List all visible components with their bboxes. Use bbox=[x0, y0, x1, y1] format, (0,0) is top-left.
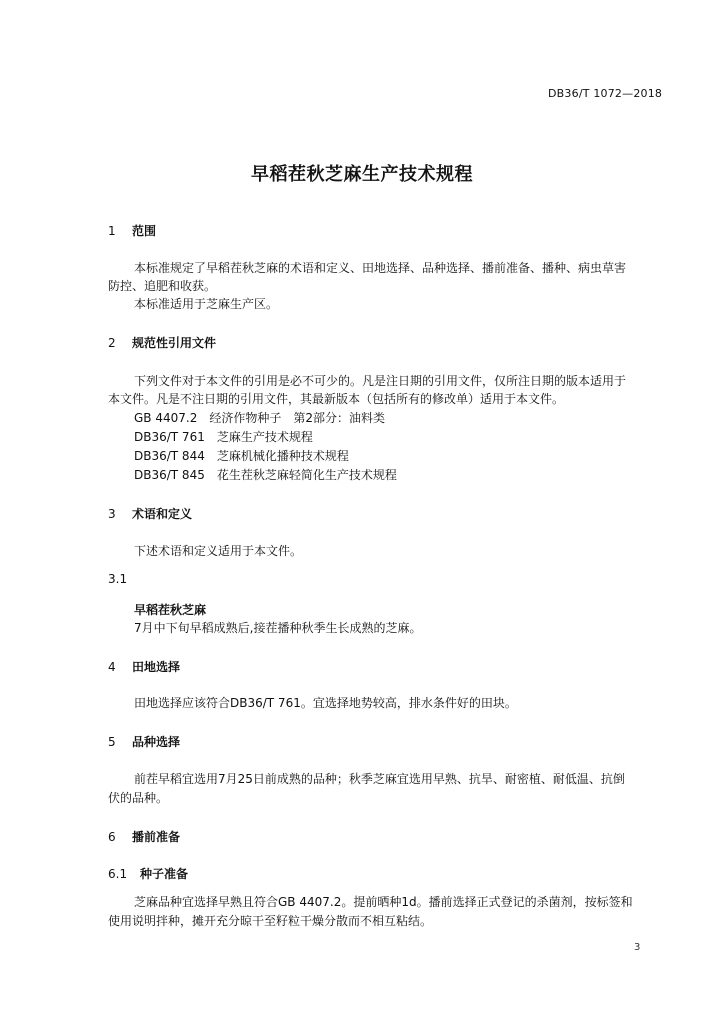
section-number: 2 bbox=[108, 336, 116, 350]
section-2-heading bbox=[108, 334, 216, 351]
paragraph-line: 本标准适用于芝麻生产区。 bbox=[134, 297, 279, 311]
paragraph-line: 本文件。凡是不注日期的引用文件，其最新版本（包括所有的修改单）适用于本文件。 bbox=[108, 392, 565, 406]
section-number: 4 bbox=[108, 660, 116, 674]
paragraph-line: 下述术语和定义适用于本文件。 bbox=[134, 544, 303, 558]
section-number: 3 bbox=[108, 507, 116, 521]
subsection-title: 种子准备 bbox=[140, 867, 189, 881]
section-title: 规范性引用文件 bbox=[132, 336, 217, 350]
section-title: 范围 bbox=[132, 224, 157, 238]
section-title: 田地选择 bbox=[132, 660, 181, 674]
section-6-heading bbox=[108, 828, 180, 845]
page-number: 3 bbox=[634, 942, 641, 953]
normative-reference: GB 4407.2 经济作物种子 第2部分：油料类 bbox=[134, 411, 385, 425]
section-number: 6 bbox=[108, 830, 116, 844]
section-title: 品种选择 bbox=[132, 735, 181, 749]
section-4-heading bbox=[108, 658, 180, 675]
paragraph-line: 芝麻品种宜选择早熟且符合GB 4407.2。提前晒种1d。播前选择正式登记的杀菌剂，按标签和 bbox=[134, 895, 633, 909]
term-name: 早稻茬秋芝麻 bbox=[134, 603, 207, 617]
paragraph-line: 下列文件对于本文件的引用是必不可少的。凡是注日期的引用文件，仅所注日期的版本适用于 bbox=[134, 374, 627, 388]
section-number: 5 bbox=[108, 735, 116, 749]
section-5-heading bbox=[108, 733, 180, 750]
subsection-number: 3.1 bbox=[108, 572, 128, 586]
section-1-heading bbox=[108, 222, 156, 239]
section-number: 1 bbox=[108, 224, 116, 238]
normative-reference: DB36/T 761 芝麻生产技术规程 bbox=[134, 430, 313, 444]
paragraph-line: 田地选择应该符合DB36/T 761。宜选择地势较高，排水条件好的田块。 bbox=[134, 696, 517, 710]
section-title: 播前准备 bbox=[132, 830, 181, 844]
document-title: 早稻茬秋芝麻生产技术规程 bbox=[251, 164, 473, 185]
paragraph-line: 本标准规定了早稻茬秋芝麻的术语和定义、田地选择、品种选择、播前准备、播种、病虫草害 bbox=[134, 261, 627, 275]
paragraph-line: 前茬早稻宜选用7月25日前成熟的品种；秋季芝麻宜选用早熟、抗旱、耐密植、耐低温、抗倒 bbox=[134, 772, 625, 786]
paragraph-line: 伏的品种。 bbox=[108, 791, 169, 805]
section-3-heading bbox=[108, 505, 192, 522]
normative-reference: DB36/T 845 花生茬秋芝麻轻简化生产技术规程 bbox=[134, 468, 397, 482]
term-definition: 7月中下旬早稻成熟后,接茬播种秋季生长成熟的芝麻。 bbox=[134, 621, 422, 635]
subsection-6-1-heading bbox=[108, 865, 188, 882]
paragraph-line: 使用说明拌种，摊开充分晾干至籽粒干燥分散而不相互粘结。 bbox=[108, 914, 433, 928]
subsection-number: 6.1 bbox=[108, 867, 128, 881]
paragraph-line: 防控、追肥和收获。 bbox=[108, 279, 217, 293]
standard-code: DB36/T 1072—2018 bbox=[548, 87, 663, 100]
normative-reference: DB36/T 844 芝麻机械化播种技术规程 bbox=[134, 449, 349, 463]
section-title: 术语和定义 bbox=[132, 507, 193, 521]
